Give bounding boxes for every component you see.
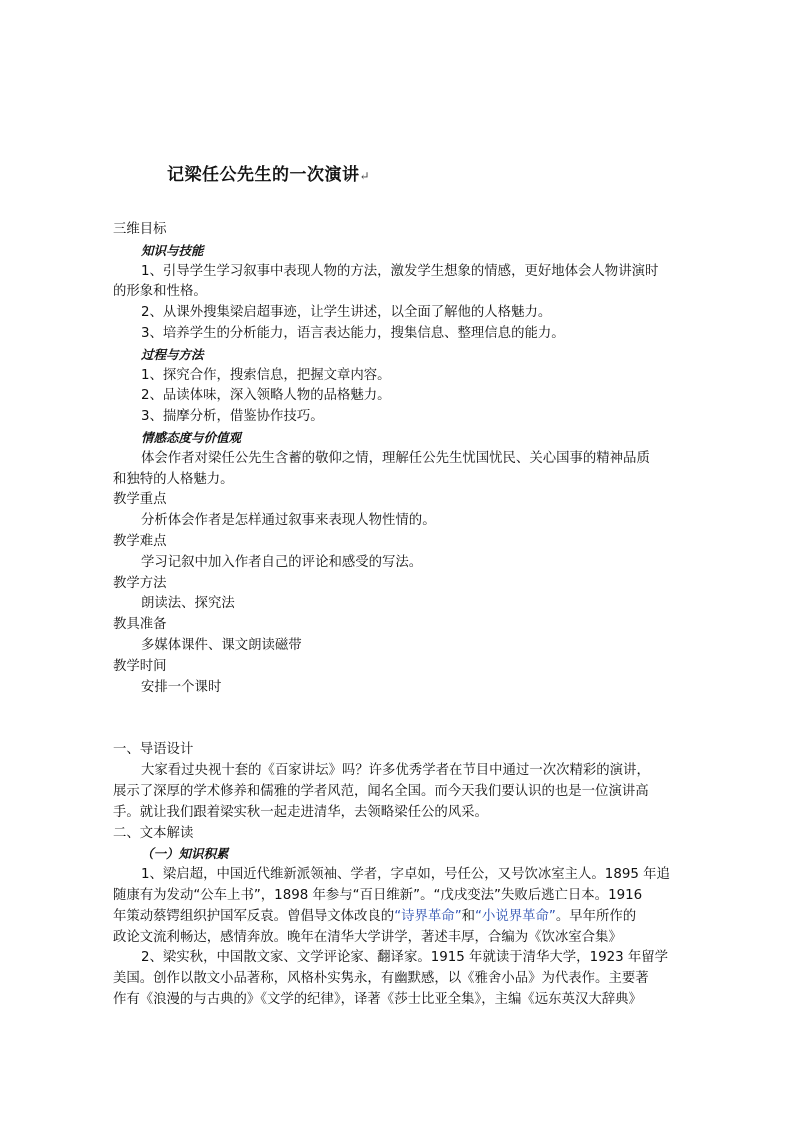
paragraph-mark: ↵ — [359, 169, 371, 183]
difficulty-text: 学习记叙中加入作者自己的评论和感受的写法。 — [141, 554, 423, 570]
knowledge-heading: 知识与技能 — [141, 242, 204, 258]
liang-qichao-line: 随康有为发动“公车上书”，1898 年参与“百日维新”。“戊戌变法”失败后逃亡日本。1916 — [113, 887, 643, 903]
liang-qichao-line: 1、梁启超，中国近代维新派领袖、学者，字卓如，号任公，又号饮冰室主人。1895 年追 — [141, 867, 670, 883]
key-point-heading: 教学重点 — [113, 492, 167, 508]
attitude-line: 体会作者对梁任公先生含蓄的敬仰之情，理解任公先生忧国忧民、关心国事的精神品质 — [141, 450, 650, 466]
method-text: 朗读法、探究法 — [141, 596, 235, 612]
attitude-line: 和独特的人格魅力。 — [113, 471, 234, 487]
knowledge-item: 3、培养学生的分析能力，语言表达能力，搜集信息、整理信息的能力。 — [141, 325, 565, 341]
time-text: 安排一个课时 — [141, 679, 222, 695]
tools-text: 多媒体课件、课文朗读磁带 — [141, 637, 302, 653]
key-point-text: 分析体会作者是怎样通过叙事来表现人物性情的。 — [141, 513, 436, 529]
intro-line: 展示了深厚的学术修养和儒雅的学者风范，闻名全国。而今天我们要认识的也是一位演讲高 — [113, 783, 649, 799]
knowledge-item: 的形象和性格。 — [113, 284, 207, 300]
liang-shiqiu-line: 美国。创作以散文小品著称，风格朴实隽永，有幽默感，以《雅舍小品》为代表作。主要著 — [113, 971, 649, 987]
novel-revolution-term: “小说界革命” — [475, 908, 556, 924]
liang-qichao-line — [113, 907, 685, 928]
reading-heading: 二、文本解读 — [113, 825, 194, 841]
intro-line: 大家看过央视十套的《百家讲坛》吗？许多优秀学者在节目中通过一次次精彩的演讲， — [141, 763, 650, 779]
intro-heading: 一、导语设计 — [113, 742, 194, 758]
liang-shiqiu-line: 作有《浪漫的与古典的》《文学的纪律》，译著《莎士比亚全集》，主编《远东英汉大辞典》 — [113, 991, 642, 1007]
method-heading: 教学方法 — [113, 575, 167, 591]
process-item: 3、揣摩分析，借鉴协作技巧。 — [141, 409, 324, 425]
intro-line: 手。就让我们跟着梁实秋一起走进清华，去领略梁任公的风采。 — [113, 804, 488, 820]
liang-qichao-line: 政论文流利畅达，感情奔放。晚年在清华大学讲学，著述丰厚，合编为《饮冰室合集》 — [113, 929, 622, 945]
knowledge-item: 2、从课外搜集梁启超事迹，让学生讲述，以全面了解他的人格魅力。 — [141, 305, 552, 321]
tools-heading: 教具准备 — [113, 617, 167, 633]
document-body — [113, 220, 685, 1011]
text-run: 和 — [461, 908, 476, 924]
spacer — [113, 698, 685, 740]
document-title — [167, 160, 370, 185]
difficulty-heading: 教学难点 — [113, 533, 167, 549]
knowledge-accumulation-heading: （一）知识积累 — [141, 846, 229, 862]
goals-heading: 三维目标 — [113, 222, 167, 237]
process-heading: 过程与方法 — [141, 346, 204, 362]
text-run: 年策动蔡锷组织护国军反袁。曾倡导文体改良的 — [113, 908, 395, 924]
time-heading: 教学时间 — [113, 658, 167, 674]
attitude-heading: 情感态度与价值观 — [141, 429, 242, 445]
poetry-revolution-term: “诗界革命” — [394, 908, 462, 924]
knowledge-item: 1、引导学生学习叙事中表现人物的方法，激发学生想象的情感，更好地体会人物讲演时 — [141, 263, 659, 279]
process-item: 1、探究合作，搜索信息，把握文章内容。 — [141, 367, 391, 383]
text-run: 。早年所作的 — [555, 908, 637, 924]
liang-shiqiu-line: 2、梁实秋，中国散文家、文学评论家、翻译家。1915 年就读于清华大学，1923 年留学 — [141, 950, 669, 966]
process-item: 2、品读体味，深入领略人物的品格魅力。 — [141, 388, 391, 404]
title-text: 记梁任公先生的一次演讲 — [167, 165, 360, 185]
